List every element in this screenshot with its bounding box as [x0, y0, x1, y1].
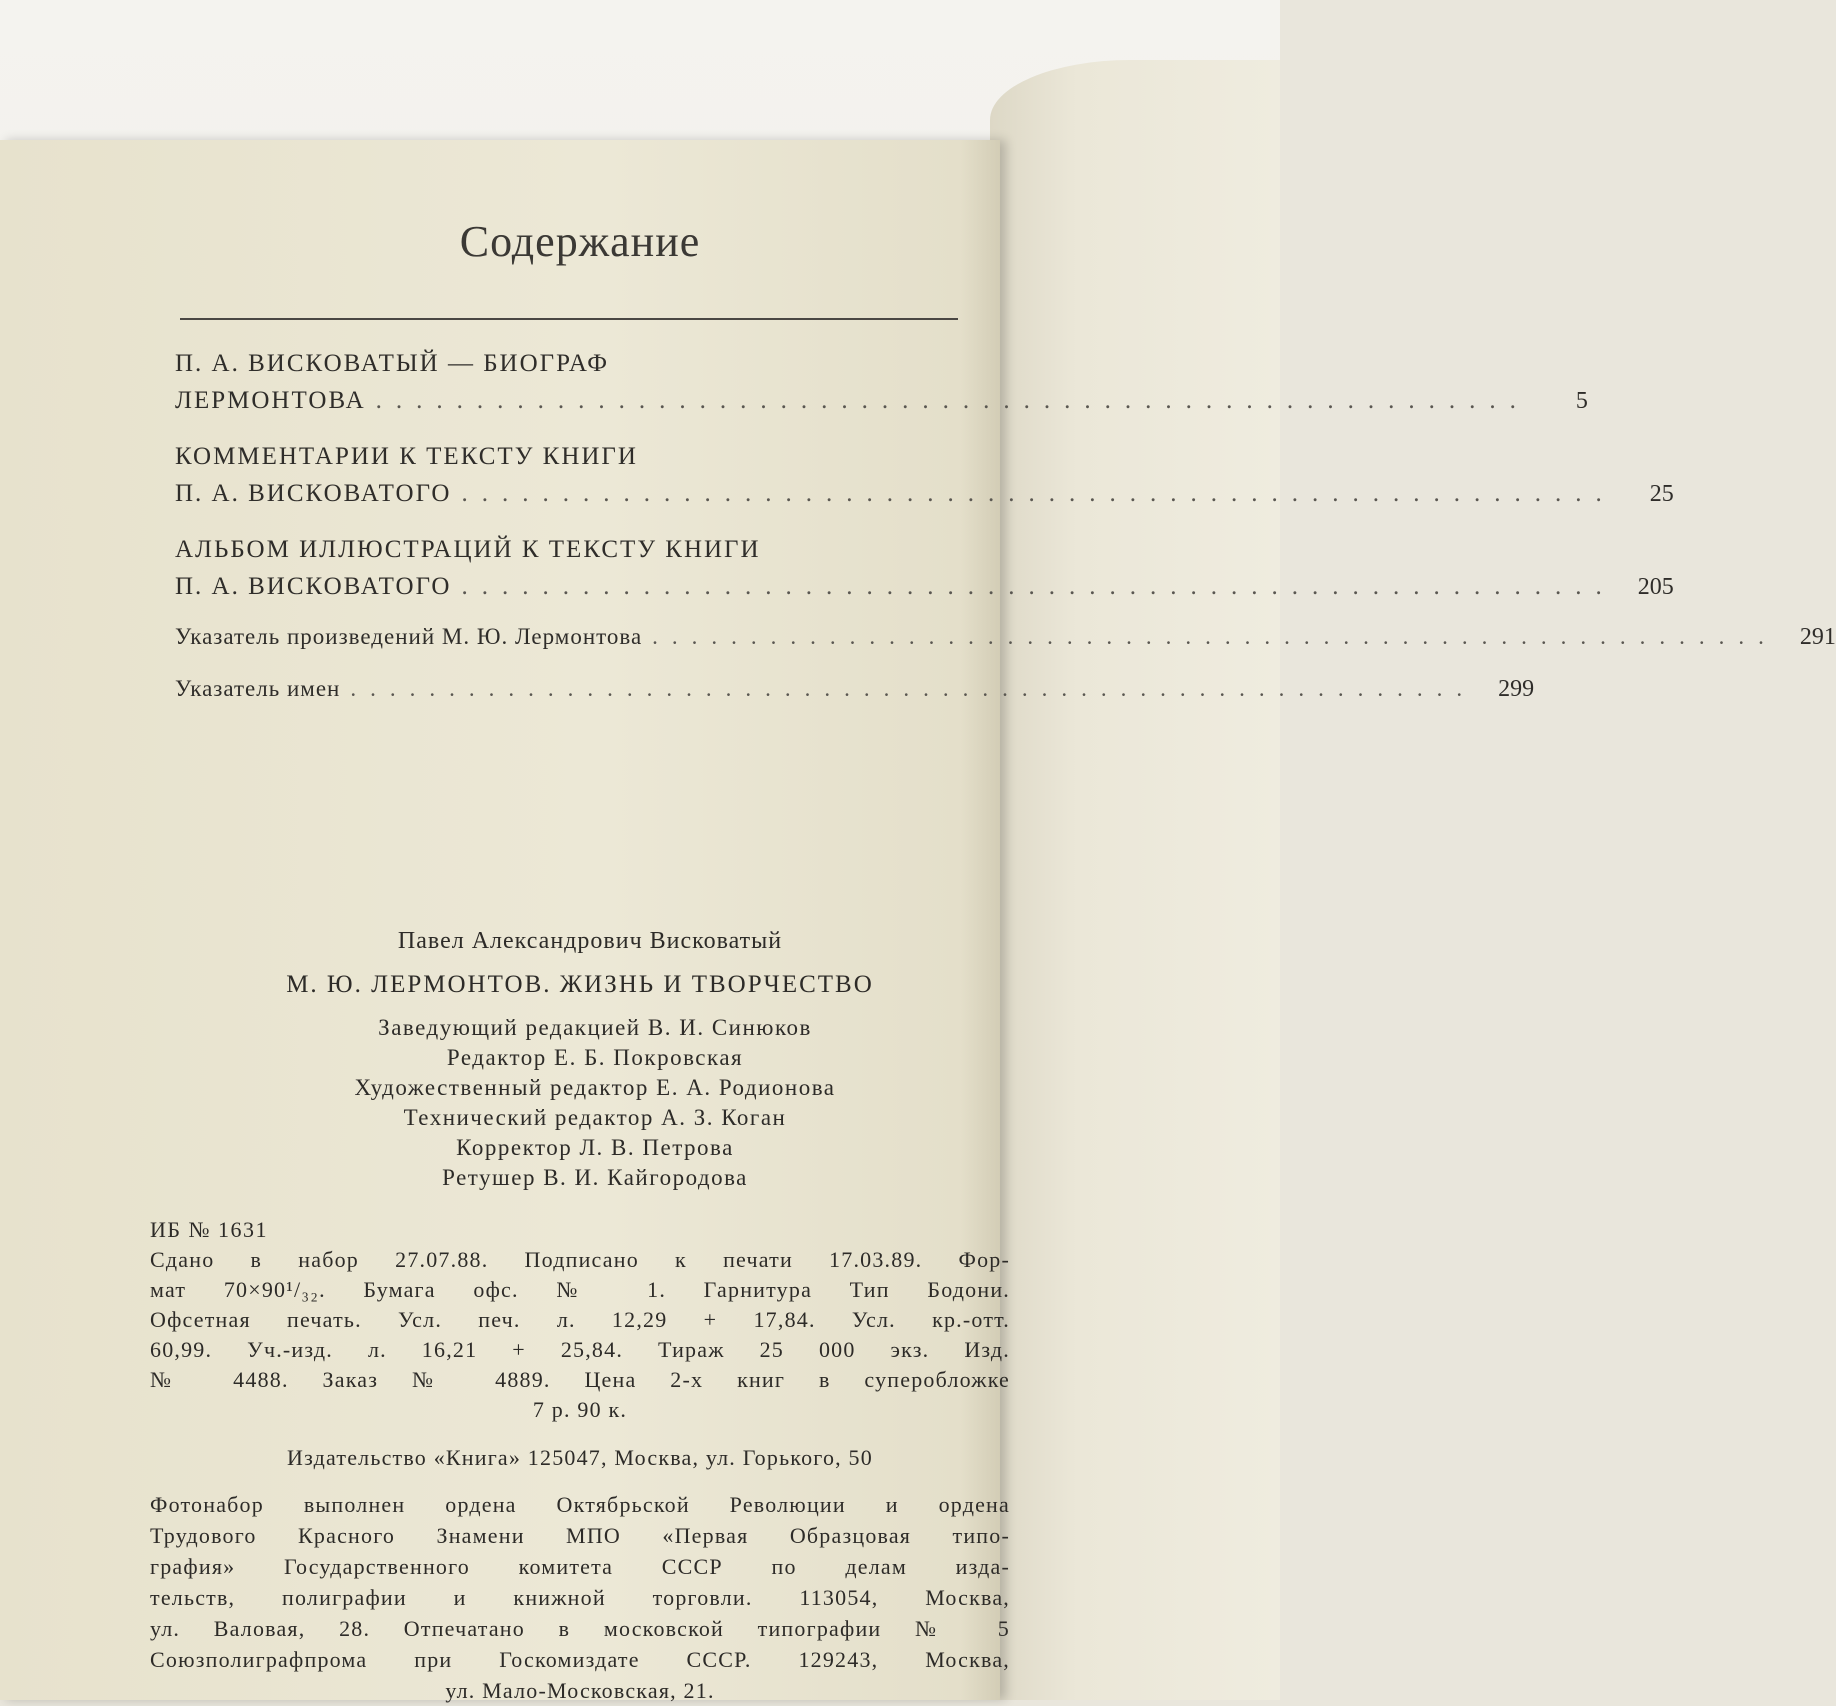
toc-entry-title: П. А. ВИСКОВАТОГО: [175, 573, 452, 600]
publisher-address: Издательство «Книга» 125047, Москва, ул. Горького, 50: [287, 1445, 873, 1470]
facing-page: [990, 60, 1280, 1700]
imprint-line: Сдано в набор 27.07.88. Подписано к печати 17.03.89. Фор-: [150, 1247, 1010, 1272]
imprint-details: [150, 1245, 1010, 1395]
heading-rule: [180, 318, 958, 320]
credits: [180, 1013, 1010, 1193]
imprint-line: мат 70×90¹/₃₂. Бумага офс. № 1. Гарнитура Тип Бодони.: [150, 1277, 1010, 1302]
toc-entry-title: Указатель имен: [175, 676, 341, 701]
credit-line: Редактор Е. Б. Покровская: [446, 1045, 744, 1070]
toc-page-number: 25: [1649, 481, 1674, 507]
toc-entry: [175, 670, 1535, 708]
credit-line: Технический редактор А. З. Коган: [403, 1105, 787, 1130]
toc-entry: [175, 345, 1588, 420]
book-title: М. Ю. ЛЕРМОНТОВ. ЖИЗНЬ И ТВОРЧЕСТВО: [286, 971, 874, 998]
toc-entry-title: Указатель произведений М. Ю. Лермонтова: [175, 624, 643, 649]
printer-line: Трудового Красного Знамени МПО «Первая Образцовая типо-: [150, 1523, 1010, 1548]
dot-leaders: .........................................................: [375, 387, 1530, 414]
printer-line: Союзполиграфпрома при Госкомиздате СССР. 129243, Москва,: [150, 1647, 1010, 1672]
toc-entry: [175, 618, 1836, 656]
toc-heading: Содержание: [459, 217, 701, 266]
colophon: [150, 928, 1010, 1706]
toc-page-number: 5: [1575, 388, 1588, 414]
toc-page-number: 299: [1498, 676, 1535, 702]
table-of-contents: [175, 345, 1836, 708]
dot-leaders: .........................................................: [350, 676, 1477, 701]
printer-line: ул. Мало-Московская, 21.: [445, 1678, 715, 1703]
toc-entry-title: КОММЕНТАРИИ К ТЕКСТУ КНИГИ: [175, 443, 638, 470]
toc-entry-title: АЛЬБОМ ИЛЛЮСТРАЦИЙ К ТЕКСТУ КНИГИ: [175, 536, 761, 563]
credit-line: Ретушер В. И. Кайгородова: [442, 1165, 748, 1190]
credit-line: Корректор Л. В. Петрова: [456, 1135, 734, 1160]
toc-entry-title: П. А. ВИСКОВАТЫЙ — БИОГРАФ: [175, 350, 610, 377]
toc-page-number: 291: [1799, 624, 1836, 650]
dot-leaders: .........................................................: [461, 480, 1616, 507]
credit-line: Заведующий редакцией В. И. Синюков: [378, 1015, 812, 1040]
printer-line: тельств, полиграфии и книжной торговли. 113054, Москва,: [150, 1585, 1010, 1610]
toc-entry-title: ЛЕРМОНТОВА: [175, 387, 366, 414]
price: 7 р. 90 к.: [532, 1397, 628, 1422]
imprint-line: 60,99. Уч.-изд. л. 16,21 + 25,84. Тираж 25 000 экз. Изд.: [150, 1337, 1010, 1362]
toc-entry-title: П. А. ВИСКОВАТОГО: [175, 480, 452, 507]
credit-line: Художественный редактор Е. А. Родионова: [354, 1075, 836, 1100]
imprint-line: Офсетная печать. Усл. печ. л. 12,29 + 17,84. Усл. кр.-отт.: [150, 1307, 1010, 1332]
toc-entry: [175, 438, 1674, 513]
toc-page-number: 205: [1637, 574, 1674, 600]
dot-leaders: .........................................................: [652, 624, 1778, 649]
printer-line: ул. Валовая, 28. Отпечатано в московской типографии № 5: [150, 1616, 1010, 1641]
dot-leaders: .........................................................: [461, 573, 1616, 600]
printer-line: графия» Государственного комитета СССР по делам изда-: [150, 1554, 1010, 1579]
toc-entry: [175, 531, 1674, 606]
printer-line: Фотонабор выполнен ордена Октябрьской Революции и ордена: [150, 1492, 1010, 1517]
author-name: Павел Александрович Висковатый: [397, 928, 783, 954]
printer-details: [150, 1489, 1010, 1706]
imprint-line: № 4488. Заказ № 4889. Цена 2-х книг в суперобложке: [150, 1367, 1010, 1392]
ib-number: ИБ № 1631: [150, 1217, 269, 1242]
